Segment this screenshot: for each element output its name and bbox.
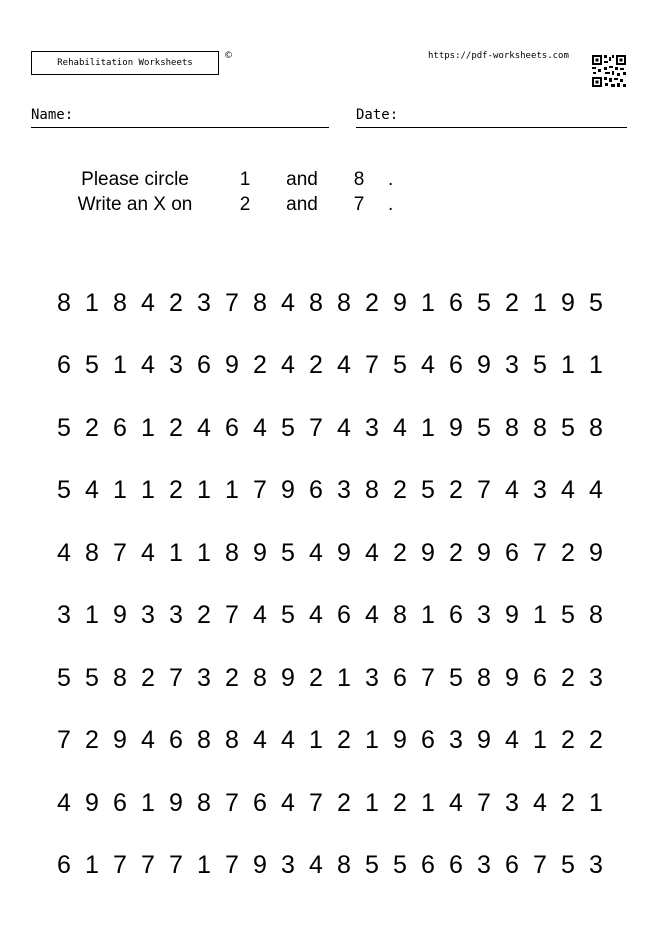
digit-cell[interactable]: 8 bbox=[505, 413, 519, 442]
digit-cell[interactable]: 4 bbox=[309, 538, 323, 567]
digit-cell[interactable]: 4 bbox=[561, 476, 575, 505]
digit-cell[interactable]: 2 bbox=[365, 288, 379, 317]
digit-cell[interactable]: 5 bbox=[393, 851, 407, 880]
instruction-circle bbox=[60, 167, 460, 192]
digit-cell[interactable]: 4 bbox=[57, 538, 71, 567]
digit-cell[interactable]: 9 bbox=[253, 538, 267, 567]
digit-cell[interactable]: 5 bbox=[477, 288, 491, 317]
digit-cell[interactable]: 6 bbox=[421, 726, 435, 755]
digit-cell[interactable]: 8 bbox=[589, 413, 603, 442]
digit-cell[interactable]: 1 bbox=[421, 413, 435, 442]
digit-cell[interactable]: 1 bbox=[533, 288, 547, 317]
digit-cell[interactable]: 5 bbox=[393, 351, 407, 380]
digit-cell[interactable]: 3 bbox=[365, 663, 379, 692]
digit-cell[interactable]: 9 bbox=[253, 851, 267, 880]
digit-cell[interactable]: 2 bbox=[309, 663, 323, 692]
name-label: Name: bbox=[31, 107, 74, 123]
digit-cell[interactable]: 1 bbox=[337, 663, 351, 692]
digit-cell[interactable]: 2 bbox=[85, 413, 99, 442]
digit-cell[interactable]: 2 bbox=[561, 726, 575, 755]
digit-cell[interactable]: 8 bbox=[477, 663, 491, 692]
digit-cell[interactable]: 1 bbox=[589, 351, 603, 380]
digit-row bbox=[50, 397, 610, 460]
digit-cell[interactable]: 7 bbox=[533, 851, 547, 880]
digit-cell[interactable]: 9 bbox=[393, 726, 407, 755]
digit-cell[interactable]: 3 bbox=[57, 601, 71, 630]
digit-cell[interactable]: 7 bbox=[253, 476, 267, 505]
digit-cell[interactable]: 3 bbox=[281, 851, 295, 880]
digit-cell[interactable]: 8 bbox=[197, 726, 211, 755]
digit-cell[interactable]: 9 bbox=[113, 601, 127, 630]
digit-cell[interactable]: 8 bbox=[533, 413, 547, 442]
digit-cell[interactable]: 2 bbox=[449, 538, 463, 567]
digit-cell[interactable]: 6 bbox=[505, 851, 519, 880]
digit-cell[interactable]: 6 bbox=[533, 663, 547, 692]
digit-cell[interactable]: 8 bbox=[393, 601, 407, 630]
digit-cell[interactable]: 3 bbox=[337, 476, 351, 505]
digit-cell[interactable]: 8 bbox=[337, 851, 351, 880]
digit-cell[interactable]: 7 bbox=[113, 851, 127, 880]
digit-cell[interactable]: 4 bbox=[281, 351, 295, 380]
digit-cell[interactable]: 4 bbox=[505, 726, 519, 755]
digit-cell[interactable]: 8 bbox=[589, 601, 603, 630]
digit-cell[interactable]: 3 bbox=[505, 788, 519, 817]
digit-cell[interactable]: 3 bbox=[477, 601, 491, 630]
instructions bbox=[60, 167, 460, 217]
digit-cell[interactable]: 8 bbox=[197, 788, 211, 817]
digit-cell[interactable]: 2 bbox=[337, 788, 351, 817]
digit-cell[interactable]: 9 bbox=[505, 663, 519, 692]
digit-cell[interactable]: 2 bbox=[197, 601, 211, 630]
digit-cell[interactable]: 5 bbox=[85, 351, 99, 380]
digit-cell[interactable]: 9 bbox=[477, 538, 491, 567]
instruction-x bbox=[60, 192, 460, 217]
digit-cell[interactable]: 1 bbox=[141, 413, 155, 442]
digit-cell[interactable]: 8 bbox=[113, 663, 127, 692]
digit-cell[interactable]: 7 bbox=[169, 663, 183, 692]
digit-cell[interactable]: 1 bbox=[533, 726, 547, 755]
digit-row bbox=[50, 460, 610, 523]
target-number: 1 bbox=[239, 169, 251, 190]
digit-grid bbox=[50, 272, 610, 897]
digit-cell[interactable]: 7 bbox=[225, 788, 239, 817]
digit-row bbox=[50, 272, 610, 335]
digit-cell[interactable]: 9 bbox=[561, 288, 575, 317]
digit-cell[interactable]: 7 bbox=[113, 538, 127, 567]
brand-title bbox=[31, 51, 219, 75]
digit-cell[interactable]: 7 bbox=[421, 663, 435, 692]
digit-cell[interactable]: 5 bbox=[365, 851, 379, 880]
digit-row bbox=[50, 522, 610, 585]
digit-cell[interactable]: 1 bbox=[141, 788, 155, 817]
digit-cell[interactable]: 4 bbox=[197, 413, 211, 442]
digit-cell[interactable]: 2 bbox=[589, 726, 603, 755]
digit-cell[interactable]: 4 bbox=[141, 726, 155, 755]
digit-cell[interactable]: 1 bbox=[421, 788, 435, 817]
digit-cell[interactable]: 9 bbox=[337, 538, 351, 567]
digit-cell[interactable]: 6 bbox=[113, 413, 127, 442]
digit-cell[interactable]: 8 bbox=[365, 476, 379, 505]
digit-cell[interactable]: 5 bbox=[533, 351, 547, 380]
digit-cell[interactable]: 3 bbox=[197, 288, 211, 317]
digit-cell[interactable]: 7 bbox=[309, 788, 323, 817]
digit-row bbox=[50, 710, 610, 773]
digit-cell[interactable]: 3 bbox=[505, 351, 519, 380]
digit-cell[interactable]: 6 bbox=[449, 851, 463, 880]
digit-cell[interactable]: 1 bbox=[309, 726, 323, 755]
digit-cell[interactable]: 5 bbox=[57, 476, 71, 505]
digit-cell[interactable]: 6 bbox=[309, 476, 323, 505]
digit-row bbox=[50, 772, 610, 835]
digit-cell[interactable]: 6 bbox=[449, 601, 463, 630]
digit-cell[interactable]: 4 bbox=[449, 788, 463, 817]
digit-cell[interactable]: 4 bbox=[309, 601, 323, 630]
target-number: 2 bbox=[239, 194, 251, 215]
digit-row bbox=[50, 585, 610, 648]
digit-cell[interactable]: 4 bbox=[505, 476, 519, 505]
digit-cell[interactable]: 4 bbox=[589, 476, 603, 505]
digit-cell[interactable]: 7 bbox=[477, 788, 491, 817]
digit-cell[interactable]: 8 bbox=[85, 538, 99, 567]
instruction-conjunction: and bbox=[286, 194, 318, 215]
digit-cell[interactable]: 6 bbox=[57, 351, 71, 380]
digit-cell[interactable]: 9 bbox=[477, 726, 491, 755]
digit-cell[interactable]: 8 bbox=[253, 288, 267, 317]
digit-cell[interactable]: 1 bbox=[421, 601, 435, 630]
digit-cell[interactable]: 9 bbox=[85, 788, 99, 817]
digit-cell[interactable]: 3 bbox=[449, 726, 463, 755]
digit-cell[interactable]: 8 bbox=[113, 288, 127, 317]
digit-cell[interactable]: 1 bbox=[365, 788, 379, 817]
digit-cell[interactable]: 2 bbox=[393, 538, 407, 567]
target-number: 7 bbox=[353, 194, 365, 215]
digit-row bbox=[50, 335, 610, 398]
digit-cell[interactable]: 2 bbox=[169, 413, 183, 442]
digit-cell[interactable]: 9 bbox=[225, 351, 239, 380]
digit-cell[interactable]: 9 bbox=[477, 351, 491, 380]
digit-cell[interactable]: 1 bbox=[169, 538, 183, 567]
instruction-verb: Please circle bbox=[81, 169, 189, 190]
instruction-verb: Write an X on bbox=[77, 194, 193, 215]
digit-cell[interactable]: 5 bbox=[85, 663, 99, 692]
digit-cell[interactable]: 4 bbox=[141, 351, 155, 380]
digit-cell[interactable]: 1 bbox=[113, 351, 127, 380]
digit-cell[interactable]: 2 bbox=[505, 288, 519, 317]
digit-cell[interactable]: 7 bbox=[141, 851, 155, 880]
digit-cell[interactable]: 2 bbox=[561, 663, 575, 692]
digit-cell[interactable]: 9 bbox=[589, 538, 603, 567]
digit-cell[interactable]: 3 bbox=[169, 351, 183, 380]
digit-cell[interactable]: 6 bbox=[197, 351, 211, 380]
digit-cell[interactable]: 7 bbox=[365, 351, 379, 380]
digit-cell[interactable]: 7 bbox=[477, 476, 491, 505]
digit-cell[interactable]: 1 bbox=[85, 601, 99, 630]
digit-cell[interactable]: 4 bbox=[141, 538, 155, 567]
digit-cell[interactable]: 5 bbox=[561, 851, 575, 880]
instruction-period: . bbox=[388, 194, 394, 215]
digit-cell[interactable]: 4 bbox=[309, 851, 323, 880]
digit-cell[interactable]: 8 bbox=[57, 288, 71, 317]
digit-cell[interactable]: 4 bbox=[365, 538, 379, 567]
digit-cell[interactable]: 2 bbox=[449, 476, 463, 505]
digit-cell[interactable]: 4 bbox=[337, 413, 351, 442]
digit-cell[interactable]: 3 bbox=[533, 476, 547, 505]
digit-cell[interactable]: 2 bbox=[561, 538, 575, 567]
digit-cell[interactable]: 7 bbox=[533, 538, 547, 567]
digit-cell[interactable]: 2 bbox=[393, 476, 407, 505]
digit-cell[interactable]: 1 bbox=[365, 726, 379, 755]
digit-cell[interactable]: 3 bbox=[589, 851, 603, 880]
digit-cell[interactable]: 4 bbox=[337, 351, 351, 380]
digit-cell[interactable]: 6 bbox=[421, 851, 435, 880]
digit-cell[interactable]: 7 bbox=[225, 288, 239, 317]
digit-cell[interactable]: 3 bbox=[477, 851, 491, 880]
digit-cell[interactable]: 2 bbox=[309, 351, 323, 380]
digit-cell[interactable]: 1 bbox=[197, 851, 211, 880]
brand-title-text: Rehabilitation Worksheets bbox=[57, 58, 193, 68]
digit-cell[interactable]: 7 bbox=[225, 851, 239, 880]
digit-cell[interactable]: 6 bbox=[449, 351, 463, 380]
digit-cell[interactable]: 4 bbox=[57, 788, 71, 817]
digit-cell[interactable]: 4 bbox=[421, 351, 435, 380]
digit-cell[interactable]: 9 bbox=[449, 413, 463, 442]
digit-cell[interactable]: 7 bbox=[57, 726, 71, 755]
digit-cell[interactable]: 2 bbox=[85, 726, 99, 755]
digit-cell[interactable]: 9 bbox=[393, 288, 407, 317]
digit-cell[interactable]: 6 bbox=[337, 601, 351, 630]
digit-cell[interactable]: 2 bbox=[225, 663, 239, 692]
instruction-conjunction: and bbox=[286, 169, 318, 190]
digit-cell[interactable]: 9 bbox=[281, 476, 295, 505]
digit-cell[interactable]: 5 bbox=[281, 538, 295, 567]
instruction-period: . bbox=[388, 169, 394, 190]
digit-cell[interactable]: 1 bbox=[85, 851, 99, 880]
digit-cell[interactable]: 5 bbox=[421, 476, 435, 505]
digit-cell[interactable]: 5 bbox=[57, 413, 71, 442]
digit-cell[interactable]: 2 bbox=[141, 663, 155, 692]
digit-cell[interactable]: 1 bbox=[533, 601, 547, 630]
digit-cell[interactable]: 4 bbox=[533, 788, 547, 817]
digit-cell[interactable]: 5 bbox=[589, 288, 603, 317]
digit-cell[interactable]: 8 bbox=[337, 288, 351, 317]
digit-cell[interactable]: 5 bbox=[561, 601, 575, 630]
digit-cell[interactable]: 5 bbox=[561, 413, 575, 442]
digit-cell[interactable]: 4 bbox=[253, 601, 267, 630]
digit-cell[interactable]: 1 bbox=[225, 476, 239, 505]
digit-cell[interactable]: 6 bbox=[393, 663, 407, 692]
digit-cell[interactable]: 2 bbox=[253, 351, 267, 380]
digit-cell[interactable]: 4 bbox=[253, 413, 267, 442]
date-label: Date: bbox=[356, 107, 399, 123]
digit-cell[interactable]: 6 bbox=[505, 538, 519, 567]
digit-cell[interactable]: 3 bbox=[197, 663, 211, 692]
digit-cell[interactable]: 1 bbox=[421, 288, 435, 317]
digit-cell[interactable]: 4 bbox=[281, 288, 295, 317]
digit-cell[interactable]: 3 bbox=[589, 663, 603, 692]
digit-cell[interactable]: 6 bbox=[449, 288, 463, 317]
digit-cell[interactable]: 9 bbox=[281, 663, 295, 692]
digit-cell[interactable]: 9 bbox=[169, 788, 183, 817]
target-number: 8 bbox=[353, 169, 365, 190]
digit-cell[interactable]: 3 bbox=[141, 601, 155, 630]
digit-cell[interactable]: 3 bbox=[365, 413, 379, 442]
digit-cell[interactable]: 1 bbox=[197, 476, 211, 505]
digit-cell[interactable]: 7 bbox=[309, 413, 323, 442]
digit-cell[interactable]: 1 bbox=[113, 476, 127, 505]
digit-cell[interactable]: 4 bbox=[365, 601, 379, 630]
digit-cell[interactable]: 2 bbox=[169, 288, 183, 317]
digit-cell[interactable]: 4 bbox=[141, 288, 155, 317]
digit-cell[interactable]: 9 bbox=[421, 538, 435, 567]
digit-cell[interactable]: 3 bbox=[169, 601, 183, 630]
name-field[interactable] bbox=[31, 104, 329, 128]
digit-cell[interactable]: 6 bbox=[113, 788, 127, 817]
digit-cell[interactable]: 7 bbox=[225, 601, 239, 630]
digit-cell[interactable]: 4 bbox=[393, 413, 407, 442]
digit-cell[interactable]: 1 bbox=[561, 351, 575, 380]
digit-cell[interactable]: 5 bbox=[281, 601, 295, 630]
digit-cell[interactable]: 1 bbox=[85, 288, 99, 317]
digit-cell[interactable]: 6 bbox=[169, 726, 183, 755]
site-url[interactable]: https://pdf-worksheets.com bbox=[428, 51, 569, 61]
digit-cell[interactable]: 9 bbox=[505, 601, 519, 630]
digit-cell[interactable]: 8 bbox=[225, 538, 239, 567]
digit-cell[interactable]: 8 bbox=[225, 726, 239, 755]
digit-cell[interactable]: 6 bbox=[57, 851, 71, 880]
digit-cell[interactable]: 2 bbox=[561, 788, 575, 817]
digit-cell[interactable]: 1 bbox=[141, 476, 155, 505]
digit-cell[interactable]: 9 bbox=[113, 726, 127, 755]
digit-cell[interactable]: 5 bbox=[57, 663, 71, 692]
digit-cell[interactable]: 1 bbox=[589, 788, 603, 817]
qr-code-icon bbox=[591, 54, 627, 88]
digit-cell[interactable]: 8 bbox=[309, 288, 323, 317]
date-field[interactable] bbox=[356, 104, 627, 128]
digit-cell[interactable]: 1 bbox=[197, 538, 211, 567]
digit-cell[interactable]: 4 bbox=[281, 726, 295, 755]
digit-cell[interactable]: 2 bbox=[337, 726, 351, 755]
digit-cell[interactable]: 4 bbox=[281, 788, 295, 817]
digit-cell[interactable]: 6 bbox=[253, 788, 267, 817]
digit-cell[interactable]: 2 bbox=[169, 476, 183, 505]
digit-cell[interactable]: 8 bbox=[253, 663, 267, 692]
digit-cell[interactable]: 4 bbox=[85, 476, 99, 505]
digit-row bbox=[50, 647, 610, 710]
digit-cell[interactable]: 6 bbox=[225, 413, 239, 442]
digit-cell[interactable]: 5 bbox=[449, 663, 463, 692]
digit-cell[interactable]: 2 bbox=[393, 788, 407, 817]
copyright-symbol: © bbox=[224, 51, 233, 61]
digit-cell[interactable]: 5 bbox=[477, 413, 491, 442]
digit-cell[interactable]: 4 bbox=[253, 726, 267, 755]
digit-cell[interactable]: 7 bbox=[169, 851, 183, 880]
digit-cell[interactable]: 5 bbox=[281, 413, 295, 442]
digit-row bbox=[50, 835, 610, 898]
